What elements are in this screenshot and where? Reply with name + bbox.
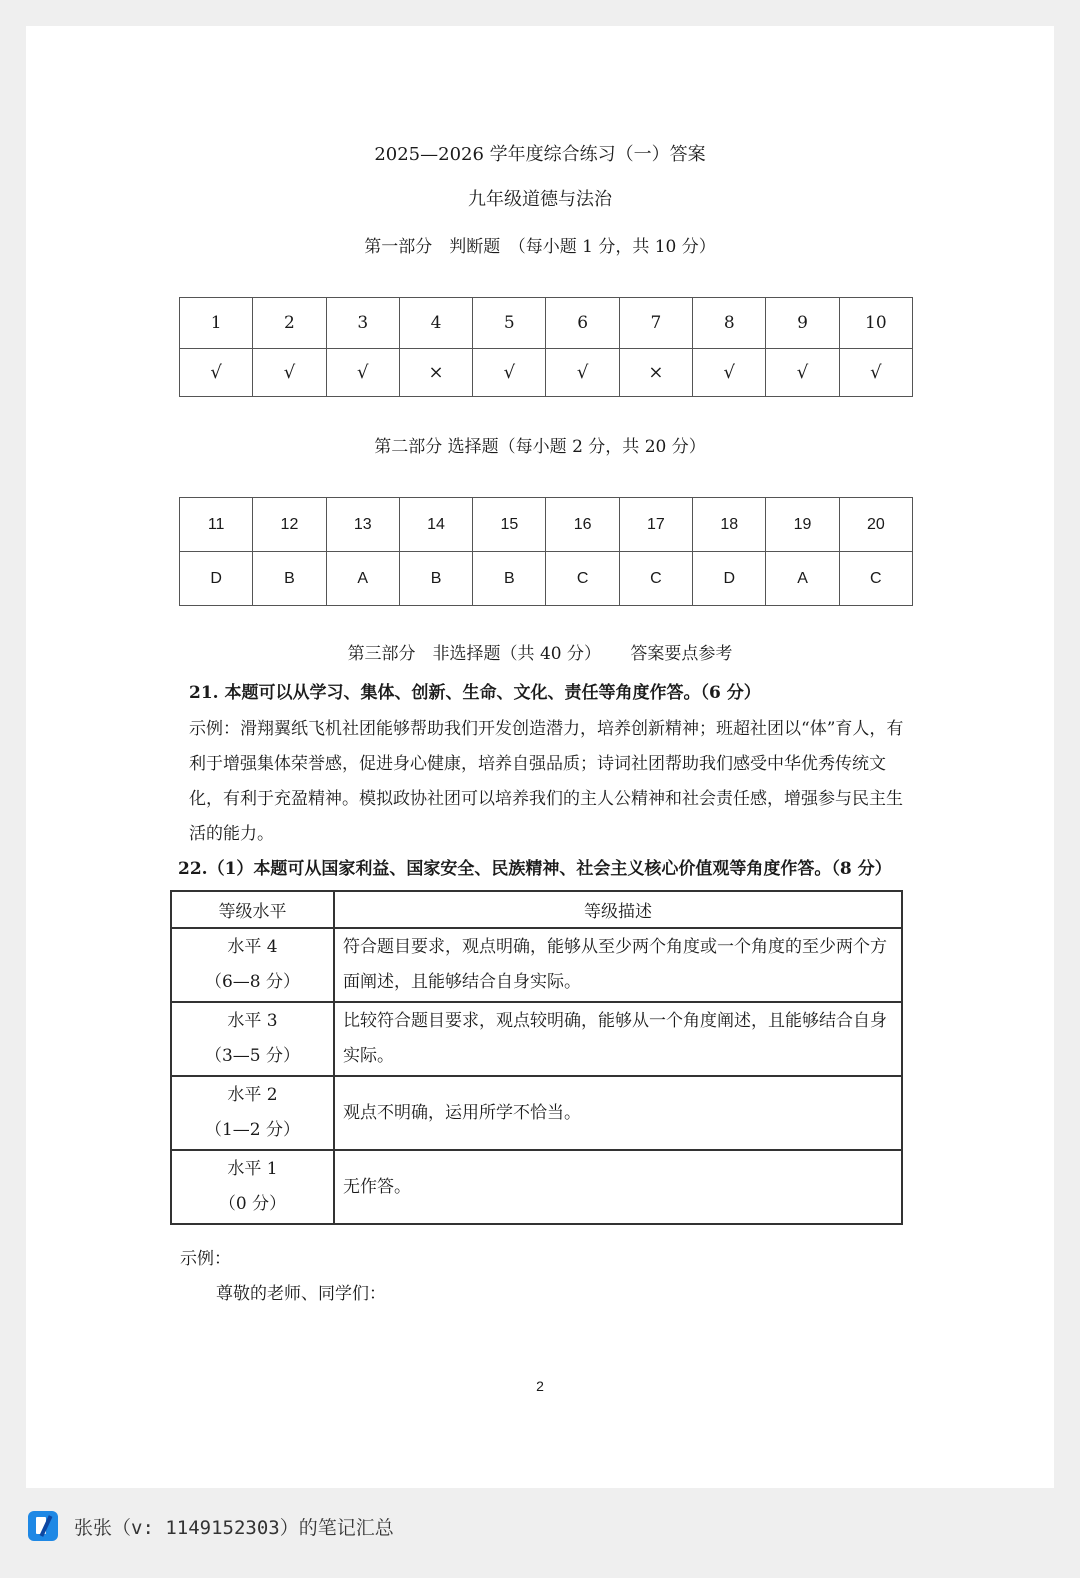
question-21-example: 示例：滑翔翼纸飞机社团能够帮助我们开发创造潜力，培养创新精神；班超社团以“体”育人，有利于增强集体荣誉感，促进身心健康，培养自强品质；诗词社团帮助我们感受中华优秀传统文化，有利于充盈精神。模拟政协社团可以培养我们的主人公精神和社会责任感，增强参与民主生活的能力。 (189, 719, 904, 844)
question-number: 15 (473, 498, 546, 552)
section1-heading: 第一部分 判断题 （每小题 1 分，共 10 分） (364, 237, 716, 257)
level-score: （0 分） (218, 1194, 287, 1214)
question-number: 20 (839, 498, 912, 552)
notes-owner-label: 张张（v: 1149152303）的笔记汇总 (74, 1516, 394, 1539)
question-number: 2 (253, 298, 326, 349)
example-greeting: 尊敬的老师、同学们： (216, 1284, 386, 1304)
answer-letter: B (473, 552, 546, 606)
page-number: 2 (536, 1378, 544, 1394)
question-number: 18 (693, 498, 766, 552)
level-name: 水平 3 (227, 1011, 278, 1031)
question-number: 13 (326, 498, 399, 552)
level-cell (171, 928, 334, 1002)
question-number: 3 (326, 298, 399, 349)
level-description: 符合题目要求，观点明确，能够从至少两个角度或一个角度的至少两个方面阐述，且能够结合自身实际。 (334, 928, 902, 1002)
grading-level-table (170, 890, 903, 1225)
example-label: 示例： (180, 1249, 231, 1269)
document-page (26, 26, 1054, 1488)
question-22-heading: 22.（1）本题可从国家利益、国家安全、民族精神、社会主义核心价值观等角度作答。（8 分） (178, 859, 892, 879)
document-title: 2025—2026 学年度综合练习（一）答案 (374, 144, 706, 165)
answer-letter: C (839, 552, 912, 606)
question-number: 7 (619, 298, 692, 349)
section3-title: 第三部分 非选择题（共 40 分） (347, 644, 602, 664)
answer-mark: √ (546, 349, 619, 397)
grading-row (171, 1076, 902, 1150)
answer-letter: C (619, 552, 692, 606)
answer-mark: √ (766, 349, 839, 397)
answer-letter: A (766, 552, 839, 606)
question-number: 9 (766, 298, 839, 349)
level-description: 观点不明确，运用所学不恰当。 (334, 1076, 902, 1150)
level-name: 水平 2 (227, 1085, 278, 1105)
level-score: （1—2 分） (204, 1120, 301, 1140)
level-cell (171, 1076, 334, 1150)
level-description: 比较符合题目要求，观点较明确，能够从一个角度阐述，且能够结合自身实际。 (334, 1002, 902, 1076)
grading-row (171, 1002, 902, 1076)
section3-heading (26, 639, 1054, 664)
choice-number-row (180, 498, 913, 552)
question-number: 14 (399, 498, 472, 552)
question-number: 12 (253, 498, 326, 552)
grading-header-row (171, 891, 902, 928)
question-21-heading: 21. 本题可以从学习、集体、创新、生命、文化、责任等角度作答。（6 分） (189, 683, 761, 703)
answer-mark: × (399, 349, 472, 397)
answer-letter: B (399, 552, 472, 606)
question-number: 11 (180, 498, 253, 552)
level-name: 水平 1 (227, 1159, 278, 1179)
level-cell (171, 1002, 334, 1076)
question-number: 6 (546, 298, 619, 349)
answer-letter: A (326, 552, 399, 606)
answer-mark: √ (839, 349, 912, 397)
level-column-header: 等级水平 (171, 891, 334, 928)
question-number: 16 (546, 498, 619, 552)
question-number: 17 (619, 498, 692, 552)
answer-mark: √ (253, 349, 326, 397)
question-number: 4 (399, 298, 472, 349)
choice-answer-table (179, 497, 913, 606)
question-number: 8 (693, 298, 766, 349)
section3-note: 答案要点参考 (630, 644, 733, 664)
grading-row (171, 928, 902, 1002)
answer-letter: D (693, 552, 766, 606)
level-score: （6—8 分） (204, 972, 301, 992)
answer-letter: B (253, 552, 326, 606)
choice-answer-row (180, 552, 913, 606)
judgment-number-row (180, 298, 913, 349)
section2-heading: 第二部分 选择题（每小题 2 分，共 20 分） (374, 437, 706, 457)
answer-mark: √ (326, 349, 399, 397)
question-number: 5 (473, 298, 546, 349)
answer-mark: √ (693, 349, 766, 397)
question-number: 19 (766, 498, 839, 552)
level-cell (171, 1150, 334, 1224)
level-description: 无作答。 (334, 1150, 902, 1224)
answer-mark: × (619, 349, 692, 397)
judgment-answer-table (179, 297, 913, 397)
answer-mark: √ (473, 349, 546, 397)
grading-row (171, 1150, 902, 1224)
answer-letter: D (180, 552, 253, 606)
notes-footer[interactable] (28, 1506, 394, 1546)
note-app-icon (28, 1511, 58, 1541)
answer-mark: √ (180, 349, 253, 397)
level-name: 水平 4 (227, 937, 278, 957)
document-subtitle: 九年级道德与法治 (468, 189, 612, 210)
level-score: （3—5 分） (204, 1046, 301, 1066)
question-number: 10 (839, 298, 912, 349)
answer-letter: C (546, 552, 619, 606)
description-column-header: 等级描述 (334, 891, 902, 928)
judgment-answer-row (180, 349, 913, 397)
question-number: 1 (180, 298, 253, 349)
